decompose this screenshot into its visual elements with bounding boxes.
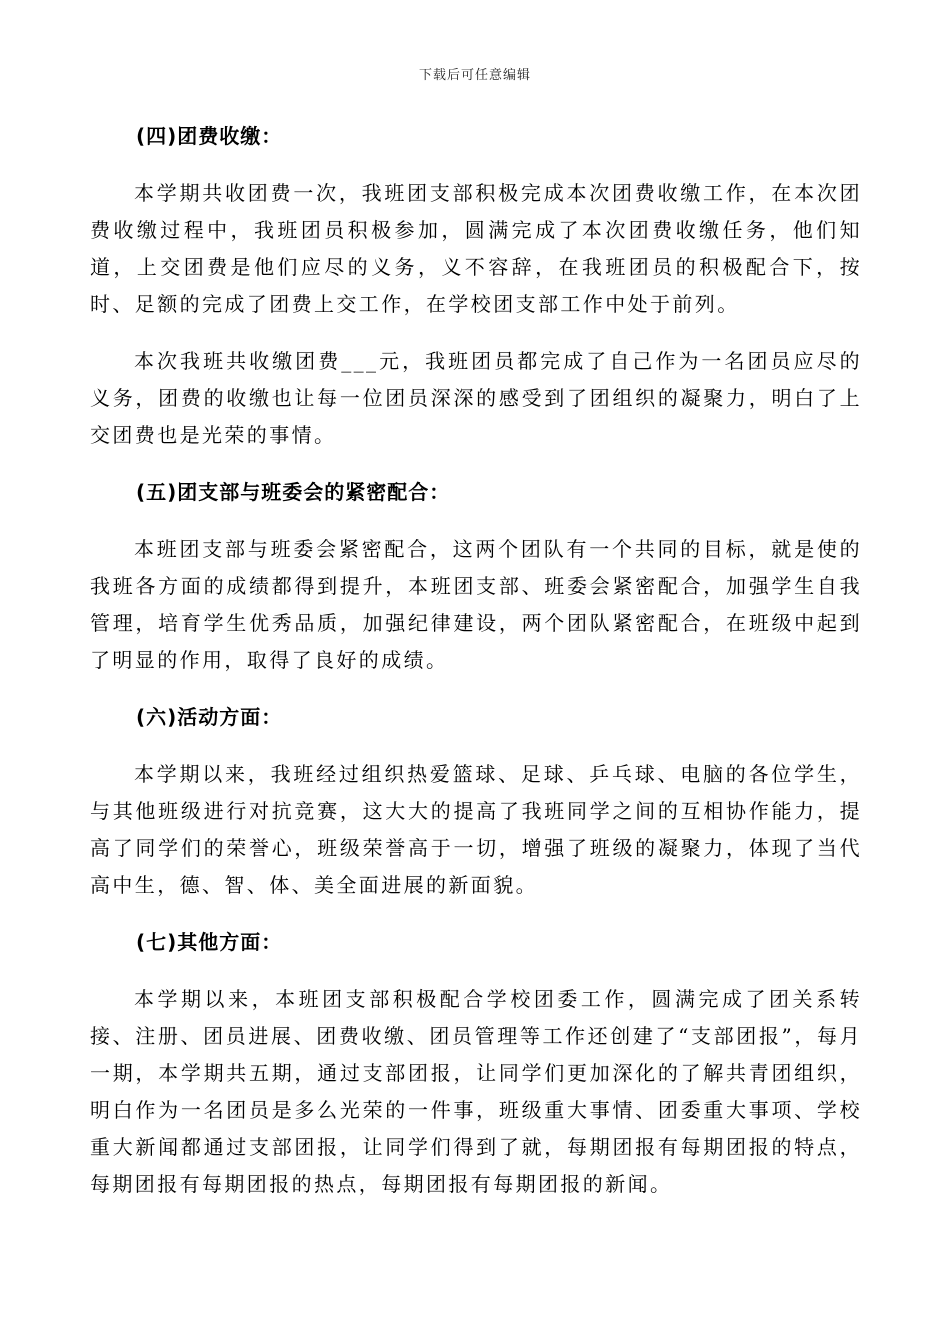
section-heading: (六)活动方面： [136,705,283,729]
paragraph: 本次我班共收缴团费___元，我班团员都完成了自己作为一名团员应尽的义务，团费的收缴也让每一位团员深深的感受到了团组织的凝聚力，明白了上交团费也是光荣的事情。 [90,349,862,447]
section-heading: (七)其他方面： [136,930,283,954]
paragraph: 本学期共收团费一次，我班团支部积极完成本次团费收缴工作，在本次团费收缴过程中，我班团员积极参加，圆满完成了本次团费收缴任务，他们知道，上交团费是他们应尽的义务，义不容辞，在我班团员的积极配合下，按时、足额的完成了团费上交工作，在学校团支部工作中处于前列。 [90,181,862,316]
section-heading: (四)团费收缴： [136,124,283,148]
paragraph: 本学期以来，我班经过组织热爱篮球、足球、乒乓球、电脑的各位学生，与其他班级进行对抗竞赛，这大大的提高了我班同学之间的互相协作能力，提高了同学们的荣誉心，班级荣誉高于一切，增强了班级的凝聚力，体现了当代高中生，德、智、体、美全面进展的新面貌。 [90,762,862,897]
section-tuan-fei [90,118,862,454]
section-activities [90,699,862,904]
section-heading: (五)团支部与班委会的紧密配合： [136,480,451,504]
section-cooperation [90,474,862,679]
header-note: 下载后可任意编辑 [418,68,531,83]
paragraph: 本班团支部与班委会紧密配合，这两个团队有一个共同的目标，就是使的我班各方面的成绩都得到提升，本班团支部、班委会紧密配合，加强学生自我管理，培育学生优秀品质，加强纪律建设，两个团队紧密配合，在班级中起到了明显的作用，取得了良好的成绩。 [90,537,862,672]
document-body [90,118,862,1223]
section-other [90,924,862,1203]
paragraph: 本学期以来，本班团支部积极配合学校团委工作，圆满完成了团关系转接、注册、团员进展、团费收缴、团员管理等工作还创建了“支部团报”，每月一期，本学期共五期，通过支部团报，让同学们更加深化的了解共青团组织，明白作为一名团员是多么光荣的一件事，班级重大事情、团委重大事项、学校重大新闻都通过支部团报，让同学们得到了就，每期团报有每期团报的特点，每期团报有每期团报的热点，每期团报有每期团报的新闻。 [90,987,862,1196]
